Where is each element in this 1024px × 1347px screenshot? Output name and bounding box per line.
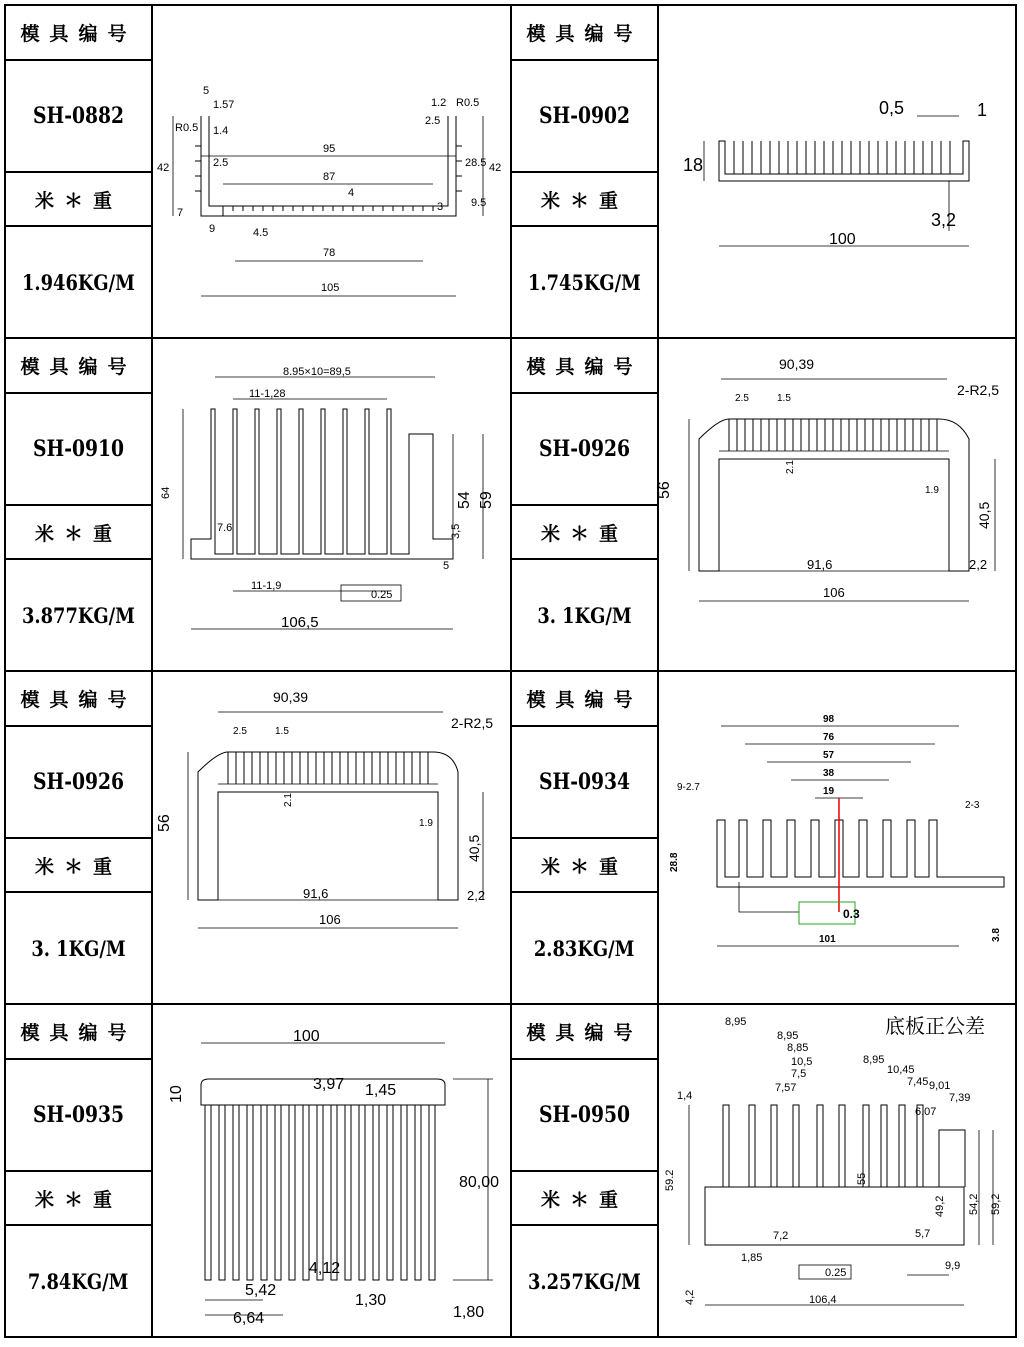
page-title: 底板正公差	[885, 1016, 985, 1038]
weight-value: 3. 1KG/M	[537, 602, 632, 628]
dim-label: 106	[823, 585, 845, 600]
header-text: 模具编号	[20, 23, 137, 45]
weight-label: 米＊重	[540, 522, 628, 545]
dim-label: 7,39	[949, 1092, 971, 1104]
weight-label: 米＊重	[34, 189, 122, 212]
dim-label: 2.1	[785, 460, 796, 474]
dim-label: 9	[209, 223, 216, 235]
weight-label-cell	[512, 1172, 659, 1226]
dim-label: 11-1,28	[249, 388, 286, 400]
mold-number-header	[6, 339, 153, 394]
dim-label: 8.95×10=89,5	[283, 366, 351, 378]
mold-code-cell	[6, 394, 153, 506]
mold-code: SH-0882	[32, 103, 124, 129]
dim-label: 6,64	[233, 1310, 265, 1327]
weight-label: 米＊重	[540, 1188, 628, 1211]
mold-code-cell	[512, 394, 659, 506]
dim-label: 8,95	[863, 1054, 885, 1066]
dim-label: 28.5	[465, 157, 487, 169]
weight-label: 米＊重	[34, 1188, 122, 1211]
dim-label: 100	[293, 1028, 320, 1045]
dim-label: 5	[443, 560, 450, 572]
profile-drawing	[659, 6, 1017, 339]
weight-value-cell	[6, 893, 153, 1005]
dim-label: 8,85	[787, 1042, 809, 1054]
mold-code: SH-0926	[32, 769, 124, 795]
dim-label: 5,42	[245, 1282, 277, 1299]
dim-label: 1.9	[419, 818, 433, 829]
dim-label: 78	[323, 247, 336, 259]
weight-value: 7.84KG/M	[28, 1268, 129, 1294]
dim-label: 100	[829, 231, 856, 248]
profile-drawing	[659, 1005, 1017, 1338]
mold-number-header	[512, 6, 659, 61]
mold-code: SH-0926	[538, 436, 630, 462]
dim-label: 0.3	[843, 907, 860, 921]
dim-label: 2.5	[425, 115, 441, 127]
dim-label: 2-R2,5	[451, 715, 494, 731]
dim-label: 106	[319, 912, 341, 927]
dim-label: 2-R2,5	[957, 382, 1000, 398]
dim-label: 8,95	[777, 1030, 799, 1042]
dim-label: 7,2	[773, 1230, 789, 1242]
dim-label: 64	[160, 486, 172, 499]
weight-label-cell	[6, 506, 153, 560]
dim-label: 7	[177, 207, 184, 219]
dim-label: 4.5	[253, 227, 269, 239]
dim-label: 9-2.7	[677, 782, 700, 793]
dim-label: 40,5	[466, 834, 482, 862]
dim-label: 90,39	[779, 356, 815, 372]
header-text: 模具编号	[526, 23, 643, 45]
dim-label: 2,2	[969, 557, 988, 572]
weight-value: 1.946KG/M	[22, 269, 135, 295]
mold-code: SH-0935	[32, 1102, 124, 1128]
dim-label: 1	[977, 100, 988, 120]
weight-value: 1.745KG/M	[528, 269, 641, 295]
dim-label: 1,30	[355, 1292, 387, 1309]
dim-label: 18	[683, 155, 704, 175]
header-text: 模具编号	[20, 356, 137, 378]
profile-drawing	[153, 339, 512, 672]
dim-label: 90,39	[273, 689, 309, 705]
dim-label: 1.4	[213, 125, 229, 137]
weight-label-cell	[6, 173, 153, 227]
weight-label: 米＊重	[34, 522, 122, 545]
weight-label-cell	[512, 506, 659, 560]
dim-label: 8,95	[725, 1016, 747, 1028]
dim-label: 1.57	[213, 99, 235, 111]
dim-label: 7,57	[775, 1082, 797, 1094]
mold-number-header	[6, 1005, 153, 1060]
dim-label: 54,2	[968, 1193, 980, 1215]
mold-code-cell	[512, 727, 659, 839]
mold-code-cell	[6, 61, 153, 173]
header-text: 模具编号	[526, 356, 643, 378]
dim-label: 1.9	[925, 485, 939, 496]
dim-label: 1,80	[453, 1304, 485, 1321]
dim-label: 3	[437, 201, 444, 213]
dim-label: 76	[823, 732, 835, 743]
weight-label: 米＊重	[540, 855, 628, 878]
dim-label: 5,7	[915, 1228, 931, 1240]
dim-label: 7,5	[791, 1068, 807, 1080]
dim-label: 54	[456, 491, 473, 509]
weight-value: 3. 1KG/M	[31, 935, 126, 961]
dim-label: 3,97	[313, 1076, 345, 1093]
profile-drawing	[153, 1005, 512, 1338]
dim-label: 3,2	[931, 210, 957, 230]
weight-value-cell	[512, 560, 659, 672]
dim-label: 59.2	[664, 1169, 676, 1191]
dim-label: 5	[203, 85, 210, 97]
weight-label: 米＊重	[34, 855, 122, 878]
weight-label: 米＊重	[540, 189, 628, 212]
dim-label: 1.5	[275, 726, 289, 737]
dim-label: 1,85	[741, 1252, 763, 1264]
dim-label: 11-1,9	[251, 580, 282, 592]
dim-label: 4,2	[684, 1289, 696, 1305]
dim-label: 105	[321, 282, 340, 294]
dim-label: 59	[478, 491, 495, 509]
mold-code: SH-0950	[538, 1102, 630, 1128]
dim-label: 1,4	[677, 1090, 693, 1102]
weight-value-cell	[512, 227, 659, 339]
dim-label: 56	[656, 481, 673, 499]
mold-code-cell	[512, 1060, 659, 1172]
mold-code: SH-0902	[538, 103, 630, 129]
header-text: 模具编号	[20, 1022, 137, 1044]
dim-label: 4	[348, 187, 355, 199]
dim-label: 56	[156, 814, 173, 832]
weight-label-cell	[512, 839, 659, 893]
dim-label: 2.1	[283, 793, 294, 807]
header-text: 模具编号	[20, 689, 137, 711]
profile-drawing	[153, 672, 512, 1005]
dim-label: 0.25	[825, 1267, 847, 1279]
weight-value-cell	[6, 1226, 153, 1338]
dim-label: 7,45	[907, 1076, 929, 1088]
dim-label: 2,2	[467, 888, 486, 903]
dim-label: 6,07	[915, 1106, 937, 1118]
profile-drawing	[153, 6, 512, 339]
dim-label: 87	[323, 171, 336, 183]
header-text: 模具编号	[526, 1022, 643, 1044]
weight-value-cell	[6, 560, 153, 672]
dim-label: 55	[856, 1172, 868, 1185]
dim-label: 2.5	[213, 157, 229, 169]
dim-label: 98	[823, 714, 835, 725]
dim-label: R0.5	[456, 97, 480, 109]
dim-label: 9.5	[471, 197, 487, 209]
weight-label-cell	[6, 1172, 153, 1226]
weight-value: 3.877KG/M	[22, 602, 135, 628]
dim-label: 2.5	[233, 726, 247, 737]
dim-label: 57	[823, 750, 835, 761]
profile-drawing	[659, 672, 1017, 1005]
dim-label: 1.5	[777, 393, 791, 404]
dim-label: 19	[823, 786, 835, 797]
weight-value: 2.83KG/M	[534, 935, 635, 961]
mold-number-header	[6, 6, 153, 61]
weight-value-cell	[512, 1226, 659, 1338]
mold-number-header	[512, 672, 659, 727]
dim-label: 106,4	[809, 1294, 837, 1306]
dim-label: 42	[489, 162, 502, 174]
dim-label: 1.2	[431, 97, 447, 109]
dim-label: 1,45	[365, 1082, 397, 1099]
dim-label: 80,00	[459, 1174, 500, 1191]
dim-label: 0,5	[879, 98, 905, 118]
dim-label: 4,12	[309, 1260, 341, 1277]
mold-code-cell	[6, 727, 153, 839]
mold-number-header	[6, 672, 153, 727]
dim-label: 10,5	[791, 1056, 813, 1068]
mold-number-header	[512, 1005, 659, 1060]
dim-label: 10	[168, 1085, 185, 1103]
mold-number-header	[512, 339, 659, 394]
weight-value: 3.257KG/M	[528, 1268, 641, 1294]
dim-label: 3.8	[991, 928, 1002, 942]
profile-drawing	[656, 339, 1017, 672]
dim-label: 2.5	[735, 393, 749, 404]
weight-value-cell	[6, 227, 153, 339]
dim-label: 59,2	[990, 1193, 1002, 1215]
mold-code-cell	[512, 61, 659, 173]
mold-code: SH-0910	[32, 436, 124, 462]
dim-label: 106,5	[281, 614, 319, 631]
dim-label: 38	[823, 768, 835, 779]
weight-label-cell	[512, 173, 659, 227]
weight-label-cell	[6, 839, 153, 893]
dim-label: 7.6	[217, 522, 233, 534]
mold-code-cell	[6, 1060, 153, 1172]
weight-value-cell	[512, 893, 659, 1005]
dim-label: 101	[819, 934, 836, 945]
dim-label: 28.8	[669, 852, 680, 872]
dim-label: 0.25	[371, 589, 393, 601]
dim-label: 42	[157, 162, 170, 174]
dim-label: 49,2	[934, 1195, 946, 1217]
dim-label: 2-3	[965, 800, 980, 811]
dim-label: 95	[323, 143, 336, 155]
mold-code: SH-0934	[538, 769, 630, 795]
header-text: 模具编号	[526, 689, 643, 711]
dim-label: 9,01	[929, 1080, 951, 1092]
dim-label: 91,6	[303, 886, 329, 901]
dim-label: R0.5	[175, 122, 199, 134]
dim-label: 9,9	[945, 1260, 961, 1272]
dim-label: 3,5	[450, 523, 462, 539]
dim-label: 10,45	[887, 1064, 915, 1076]
dim-label: 40,5	[976, 501, 992, 529]
dim-label: 91,6	[807, 557, 833, 572]
